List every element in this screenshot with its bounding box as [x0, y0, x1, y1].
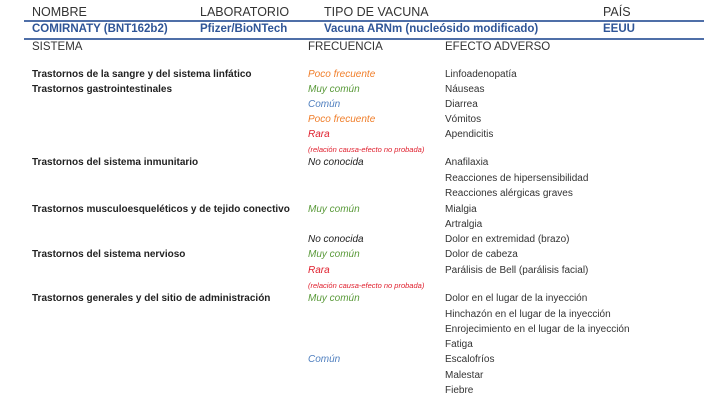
effect-label: Dolor de cabeza	[445, 249, 518, 260]
effect-label: Reacciones de hipersensibilidad	[445, 173, 589, 184]
frequency-label: Común	[308, 99, 341, 110]
header-pais: PAÍS	[603, 5, 631, 19]
system-label: Trastornos musculoesqueléticos y de tejido conectivo	[32, 204, 290, 215]
system-label: Trastornos del sistema nervioso	[32, 249, 186, 260]
effect-label: Dolor en el lugar de la inyección	[445, 293, 588, 304]
effect-label: Linfoadenopatía	[445, 69, 517, 80]
system-label: Trastornos generales y del sitio de administración	[32, 293, 271, 304]
system-label: Trastornos de la sangre y del sistema linfático	[32, 69, 252, 80]
table-row	[0, 370, 714, 385]
effect-label: Apendicitis	[445, 129, 494, 140]
frequency-label: Rara	[308, 129, 330, 140]
vaccine-type: Vacuna ARNm (nucleósido modificado)	[324, 23, 539, 35]
effect-label: Vómitos	[445, 114, 482, 125]
causality-note: (relación causa-efecto no probada)	[308, 281, 425, 290]
frequency-label: Poco frecuente	[308, 69, 376, 80]
frequency-label: Muy común	[308, 204, 360, 215]
table-row	[0, 385, 714, 400]
table-row	[0, 309, 714, 324]
table-row	[0, 188, 714, 203]
subheader-efecto: EFECTO ADVERSO	[445, 41, 551, 53]
table-row	[0, 249, 714, 264]
vaccine-lab: Pfizer/BioNTech	[200, 23, 288, 35]
effect-label: Dolor en extremidad (brazo)	[445, 234, 570, 245]
vaccine-name: COMIRNATY (BNT162b2)	[32, 23, 168, 35]
table-row	[0, 84, 714, 99]
vaccine-country: EEUU	[603, 23, 635, 35]
frequency-label: Rara	[308, 265, 330, 276]
table-row	[0, 69, 714, 84]
effect-label: Artralgia	[445, 219, 483, 230]
table-row	[0, 114, 714, 129]
table-row	[0, 129, 714, 144]
table-row	[0, 265, 714, 280]
divider-bottom	[24, 38, 704, 40]
frequency-label: Muy común	[308, 84, 360, 95]
effect-label: Escalofríos	[445, 354, 495, 365]
subheader-sistema: SISTEMA	[32, 41, 83, 53]
table-row	[0, 204, 714, 219]
frequency-label: No conocida	[308, 234, 364, 245]
effect-label: Enrojecimiento en el lugar de la inyección	[445, 324, 630, 335]
table-row	[0, 293, 714, 308]
frequency-label: Común	[308, 354, 341, 365]
system-label: Trastornos del sistema inmunitario	[32, 157, 199, 168]
table-row	[0, 173, 714, 188]
table-row	[0, 99, 714, 114]
table-row	[0, 219, 714, 234]
frequency-label: Poco frecuente	[308, 114, 376, 125]
table-row	[0, 234, 714, 249]
subheader-frecuencia: FRECUENCIA	[308, 41, 383, 53]
effect-label: Malestar	[445, 370, 484, 381]
frequency-label: Muy común	[308, 249, 360, 260]
frequency-label: No conocida	[308, 157, 364, 168]
table-row	[0, 354, 714, 369]
system-label: Trastornos gastrointestinales	[32, 84, 173, 95]
header-tipo: TIPO DE VACUNA	[324, 5, 429, 19]
effect-label: Fiebre	[445, 385, 474, 396]
header-nombre: NOMBRE	[32, 5, 87, 19]
divider-top	[24, 20, 704, 22]
effect-label: Náuseas	[445, 84, 485, 95]
effect-label: Reacciones alérgicas graves	[445, 188, 573, 199]
frequency-label: Muy común	[308, 293, 360, 304]
table-row	[0, 324, 714, 339]
effect-label: Fatiga	[445, 339, 473, 350]
causality-note: (relación causa-efecto no probada)	[308, 145, 425, 154]
effect-label: Parálisis de Bell (parálisis facial)	[445, 265, 589, 276]
effect-label: Hinchazón en el lugar de la inyección	[445, 309, 611, 320]
table-row	[0, 157, 714, 172]
table-row	[0, 339, 714, 354]
effect-label: Diarrea	[445, 99, 478, 110]
header-laboratorio: LABORATORIO	[200, 5, 290, 19]
effect-label: Anafilaxia	[445, 157, 489, 168]
effect-label: Mialgia	[445, 204, 477, 215]
